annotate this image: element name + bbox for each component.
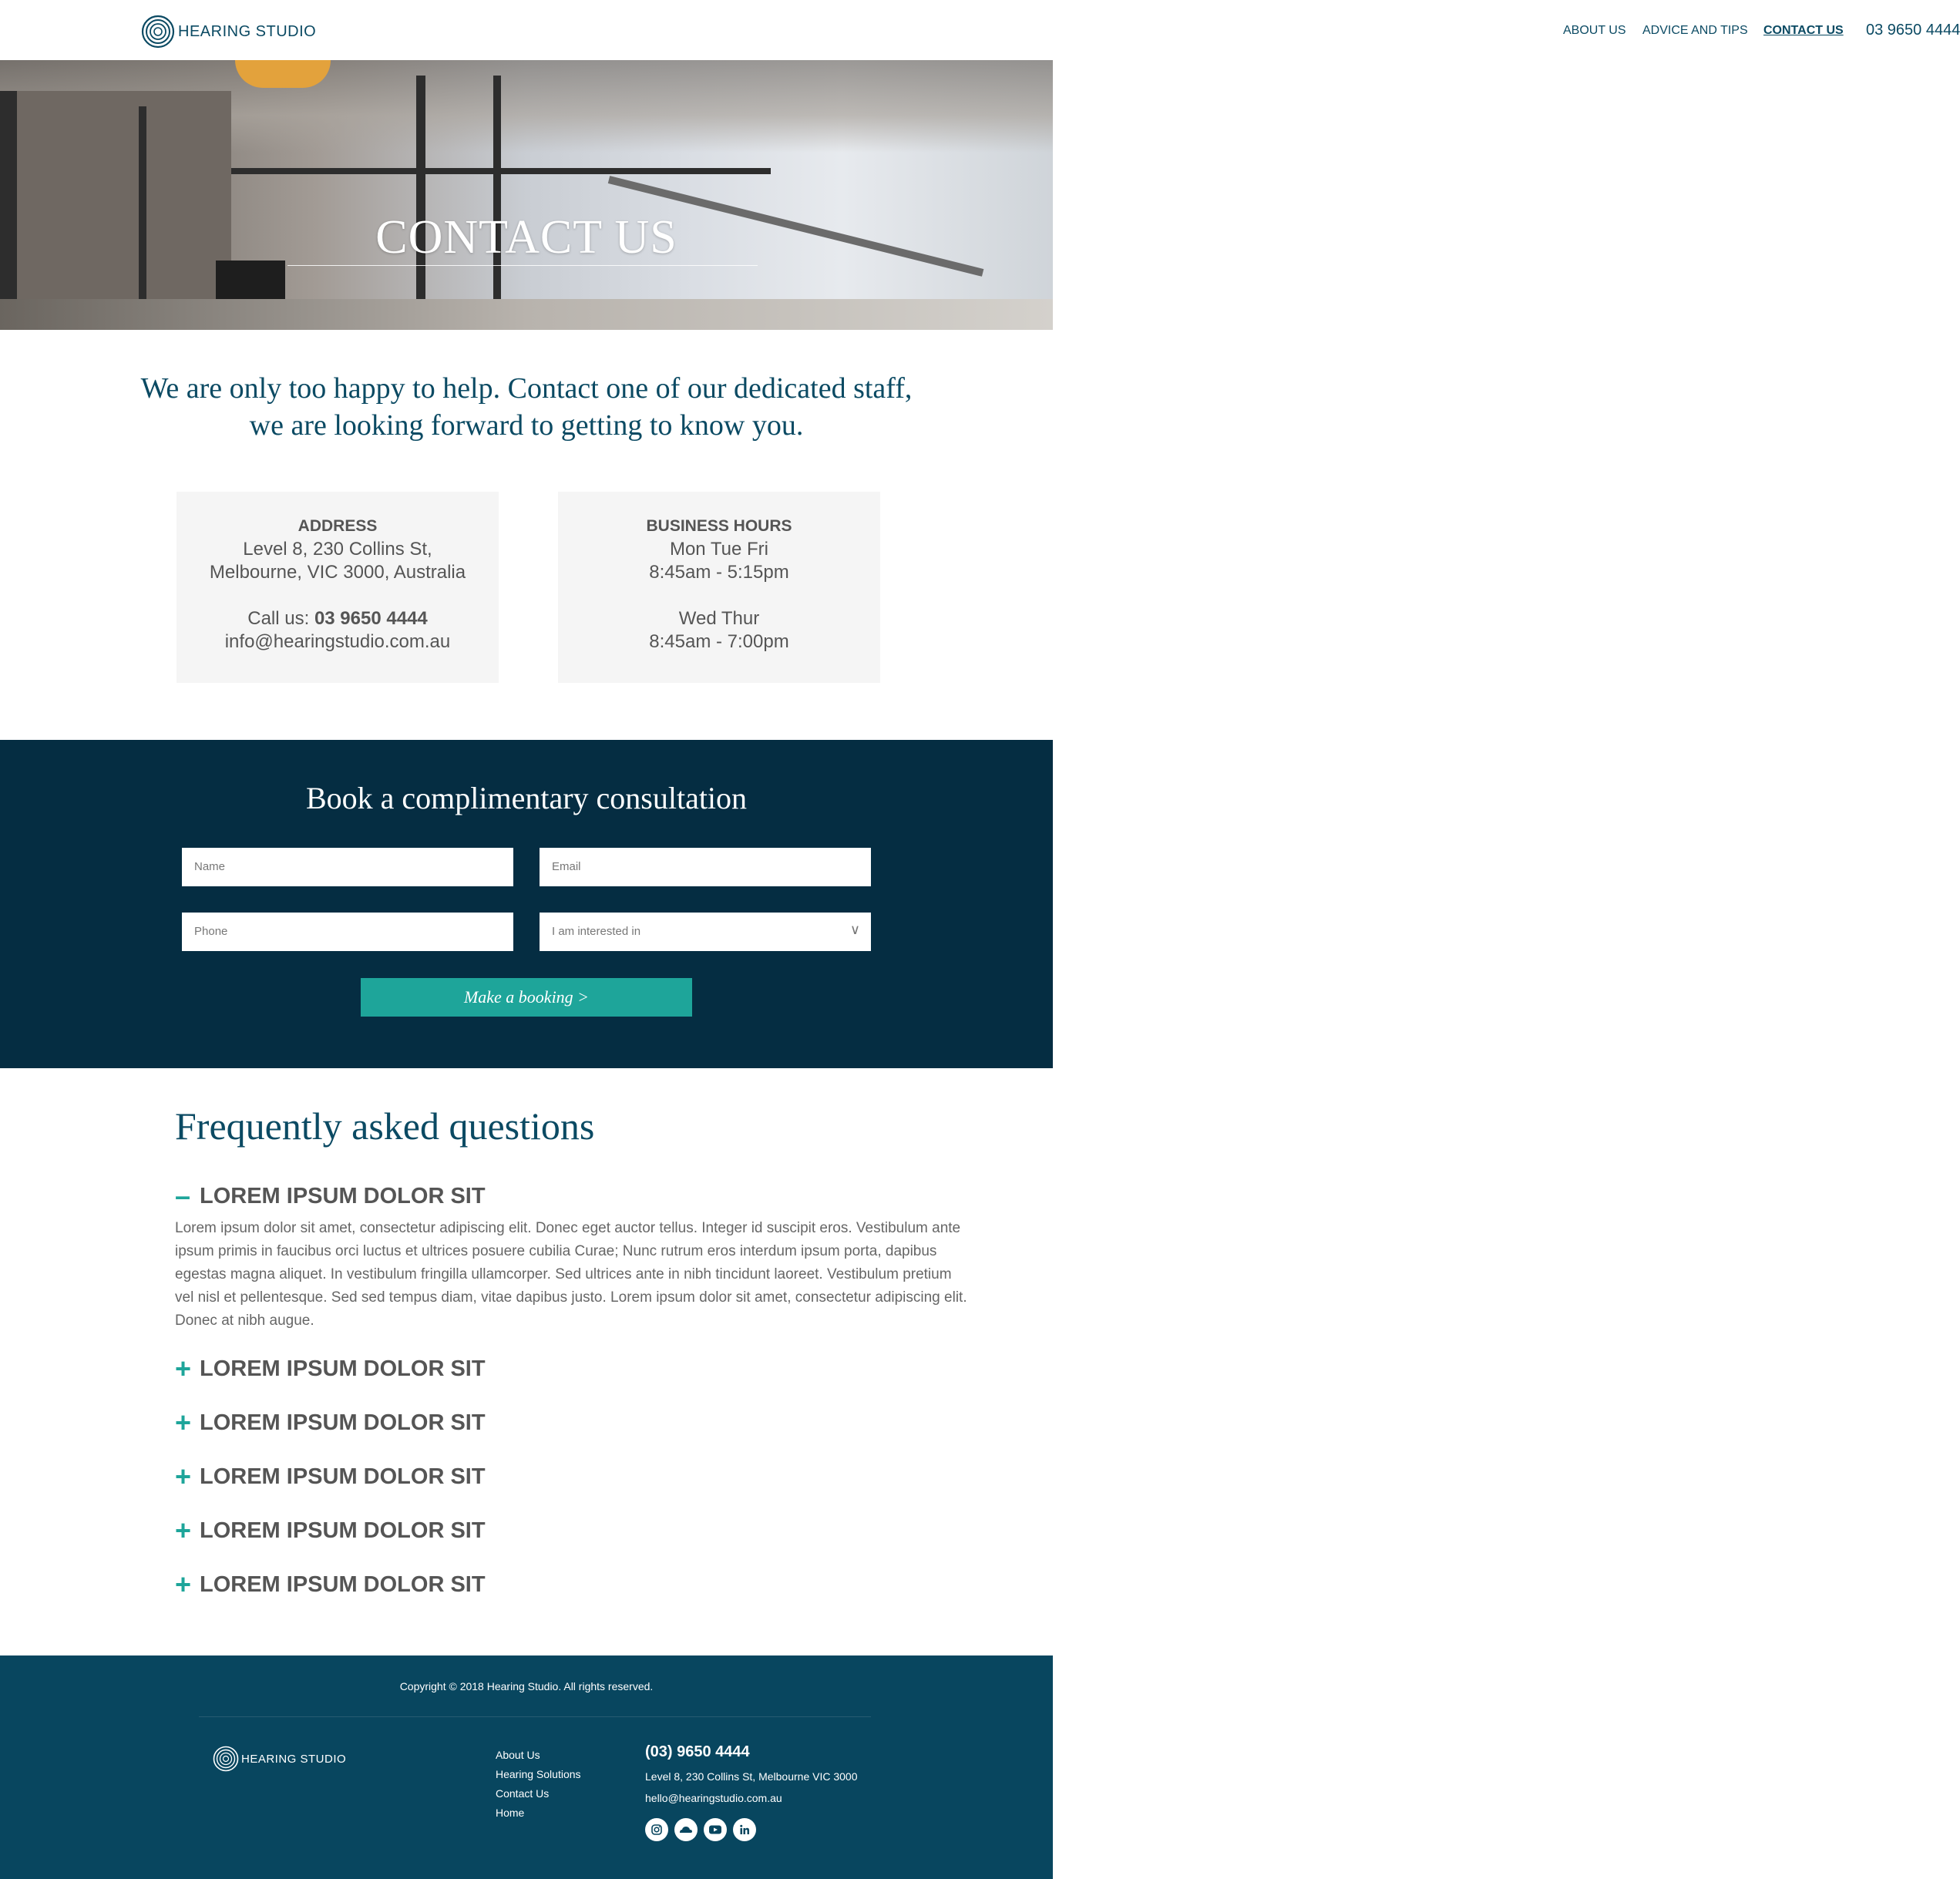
hero-window-frame bbox=[231, 168, 771, 174]
faq-question: LOREM IPSUM DOLOR SIT bbox=[200, 1464, 486, 1489]
faq-item[interactable] bbox=[175, 1182, 486, 1210]
address-heading: ADDRESS bbox=[298, 517, 378, 535]
contact-cards bbox=[0, 492, 1053, 740]
faq-item[interactable] bbox=[175, 1568, 486, 1600]
nav-contact-us[interactable]: CONTACT US bbox=[1763, 24, 1844, 37]
hero-floor bbox=[0, 299, 1053, 330]
booking-section bbox=[0, 740, 1053, 1068]
footer-phone[interactable]: (03) 9650 4444 bbox=[645, 1743, 750, 1760]
address-line-2: Melbourne, VIC 3000, Australia bbox=[209, 562, 466, 583]
nav-advice-and-tips[interactable]: ADVICE AND TIPS bbox=[1642, 24, 1748, 37]
faq-question: LOREM IPSUM DOLOR SIT bbox=[200, 1571, 486, 1597]
hours-days-2: Wed Thur bbox=[678, 608, 760, 629]
site-header bbox=[0, 0, 1960, 60]
hero-window-frame bbox=[416, 76, 425, 330]
make-booking-button[interactable]: Make a booking > bbox=[361, 978, 692, 1017]
faq-question: LOREM IPSUM DOLOR SIT bbox=[200, 1410, 486, 1435]
phone-input[interactable]: Phone bbox=[182, 913, 513, 951]
hours-heading: BUSINESS HOURS bbox=[646, 517, 792, 535]
call-us-label: Call us: bbox=[247, 608, 314, 629]
social-links bbox=[645, 1818, 858, 1841]
faq-answer: Lorem ipsum dolor sit amet, consectetur adipiscing elit. Donec eget auctor tellus. Integer id suscipit eros. Vestibulum ante ipsum primis in faucibus orci luctus et ultrices posuere cubilia Curae; Nunc rutrum eros interdum ipsum porta, dapibus egestas magna aliquet. In vestibulum fringilla ullamcorper. Sed ultrices ante in nibh tincidunt laoreet. Vestibulum pretium vel nisl et pellentesque. Sed sed tempus diam, vitae dapibus justo. Lorem ipsum dolor sit amet, consectetur adipiscing elit. Donec at nibh augue. bbox=[175, 1220, 967, 1329]
expand-plus-icon: + bbox=[175, 1461, 192, 1492]
hours-time-1: 8:45am - 5:15pm bbox=[649, 562, 789, 583]
faq-item[interactable] bbox=[175, 1463, 486, 1491]
collapse-minus-icon: – bbox=[175, 1180, 191, 1212]
faq-item[interactable] bbox=[175, 1409, 486, 1437]
footer-logo-text: HEARING STUDIO bbox=[241, 1752, 347, 1766]
site-footer bbox=[0, 1655, 1053, 1879]
hero-lamp bbox=[235, 60, 331, 88]
interest-select[interactable] bbox=[540, 913, 871, 951]
footer-email[interactable]: hello@hearingstudio.com.au bbox=[645, 1792, 782, 1804]
call-us-line bbox=[177, 607, 499, 630]
faq-title: Frequently asked questions bbox=[175, 1104, 595, 1148]
interest-select-value: I am interested in bbox=[552, 925, 641, 938]
instagram-icon[interactable] bbox=[645, 1818, 668, 1841]
faq-question: LOREM IPSUM DOLOR SIT bbox=[200, 1183, 486, 1208]
intro-line-1: We are only too happy to help. Contact one of our dedicated staff, bbox=[140, 372, 913, 405]
intro-text bbox=[0, 330, 1053, 492]
hero-window-frame bbox=[493, 76, 501, 330]
footer-link-contact-us[interactable]: Contact Us bbox=[496, 1787, 550, 1800]
address-card bbox=[177, 492, 499, 683]
address-line-1: Level 8, 230 Collins St, bbox=[243, 539, 432, 560]
hero-banner bbox=[0, 60, 1053, 330]
booking-title: Book a complimentary consultation bbox=[305, 781, 748, 815]
footer-link-hearing-solutions[interactable]: Hearing Solutions bbox=[496, 1768, 581, 1780]
hero-divider bbox=[287, 265, 758, 266]
faq-item[interactable] bbox=[175, 1514, 486, 1546]
hero-title: CONTACT US bbox=[375, 211, 677, 264]
call-us-phone[interactable]: 03 9650 4444 bbox=[314, 608, 428, 629]
footer-links bbox=[496, 1746, 581, 1823]
expand-plus-icon: + bbox=[175, 1407, 192, 1438]
intro-line-2: we are looking forward to getting to know you. bbox=[249, 409, 804, 442]
faq-question: LOREM IPSUM DOLOR SIT bbox=[200, 1518, 486, 1543]
header-phone-link[interactable]: 03 9650 4444 bbox=[1866, 22, 1960, 39]
contact-email-link[interactable]: info@hearingstudio.com.au bbox=[224, 631, 451, 652]
site-logo[interactable] bbox=[141, 15, 316, 49]
chevron-down-icon: ∨ bbox=[849, 922, 860, 937]
footer-link-home[interactable]: Home bbox=[496, 1807, 525, 1819]
soundcloud-icon[interactable] bbox=[674, 1818, 698, 1841]
linkedin-icon[interactable] bbox=[733, 1818, 756, 1841]
faq-item[interactable] bbox=[175, 1355, 486, 1383]
footer-divider bbox=[199, 1716, 871, 1717]
email-input[interactable]: Email bbox=[540, 848, 871, 886]
footer-link-about-us[interactable]: About Us bbox=[496, 1749, 540, 1761]
hours-days-1: Mon Tue Fri bbox=[669, 539, 769, 560]
expand-plus-icon: + bbox=[175, 1568, 192, 1600]
footer-logo[interactable] bbox=[213, 1746, 346, 1772]
faq-question: LOREM IPSUM DOLOR SIT bbox=[200, 1356, 486, 1381]
logo-rings-icon bbox=[213, 1746, 239, 1772]
logo-rings-icon bbox=[141, 15, 175, 49]
logo-text: HEARING STUDIO bbox=[178, 22, 317, 40]
copyright-text: Copyright © 2018 Hearing Studio. All rights reserved. bbox=[399, 1680, 654, 1692]
business-hours-card bbox=[558, 492, 880, 683]
faq-section bbox=[0, 1068, 1053, 1655]
nav-about-us[interactable]: ABOUT US bbox=[1563, 24, 1626, 37]
footer-contact bbox=[645, 1743, 858, 1841]
youtube-icon[interactable] bbox=[704, 1818, 727, 1841]
expand-plus-icon: + bbox=[175, 1353, 192, 1384]
hours-time-2: 8:45am - 7:00pm bbox=[649, 631, 789, 652]
footer-address: Level 8, 230 Collins St, Melbourne VIC 3000 bbox=[645, 1770, 858, 1783]
name-input[interactable]: Name bbox=[182, 848, 513, 886]
expand-plus-icon: + bbox=[175, 1514, 192, 1546]
